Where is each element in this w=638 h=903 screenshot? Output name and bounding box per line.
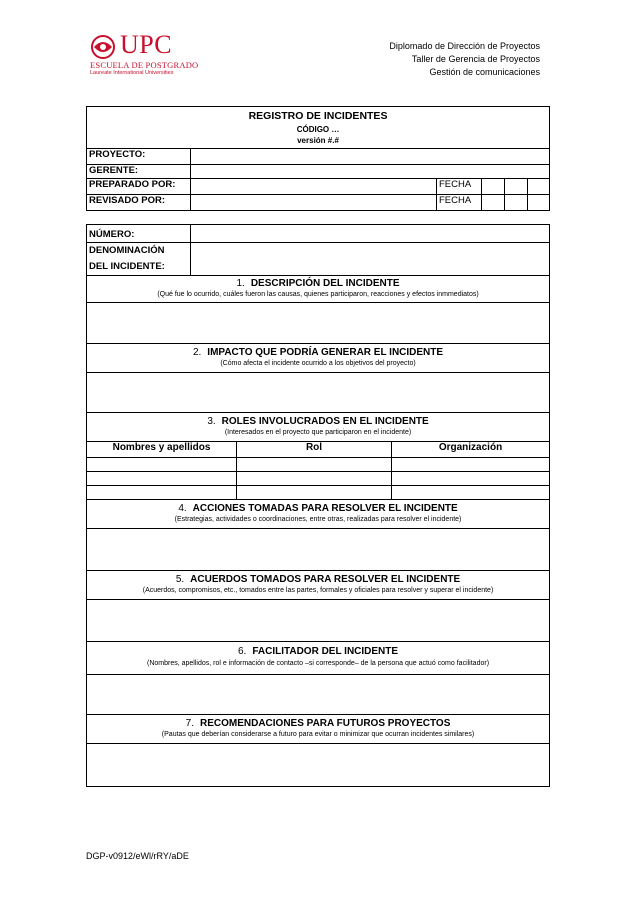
upc-logo: [90, 30, 220, 84]
incident-table: [86, 224, 550, 787]
roles-row: [87, 472, 550, 486]
section-2-header: 2. IMPACTO QUE PODRÍA GENERAR EL INCIDENTE (Cómo afecta el incidente ocurrido a los objetivos del proyecto): [87, 344, 550, 373]
roles-col-names: Nombres y apellidos: [87, 442, 237, 458]
preparado-fecha-year[interactable]: [528, 179, 550, 195]
form-version: versión #.#: [297, 136, 339, 145]
roles-row: [87, 458, 550, 472]
roles-row-3-rol[interactable]: [237, 486, 392, 500]
preparado-field[interactable]: [191, 179, 437, 195]
roles-col-org: Organización: [392, 442, 550, 458]
denominacion-label: DENOMINACIÓN DEL INCIDENTE:: [87, 243, 191, 276]
section-6-field[interactable]: [87, 675, 550, 715]
section-3-header: 3. ROLES INVOLUCRADOS EN EL INCIDENTE (Interesados en el proyecto que participaron en el incidente): [87, 413, 550, 442]
section-5-hint: (Acuerdos, compromisos, etc., tomados entre las partes, formales y oficiales para resolver y superar el incidente): [142, 587, 494, 594]
roles-col-rol: Rol: [237, 442, 392, 458]
form-title: REGISTRO DE INCIDENTES: [248, 110, 388, 122]
revisado-fecha-year[interactable]: [528, 195, 550, 211]
preparado-label: PREPARADO POR:: [87, 179, 191, 195]
section-6-header: 6. FACILITADOR DEL INCIDENTE (Nombres, apellidos, rol e información de contacto –si corresponde– de la persona que actuó como facilitador): [87, 642, 550, 675]
section-5-header: 5. ACUERDOS TOMADOS PARA RESOLVER EL INCIDENTE (Acuerdos, compromisos, etc., tomados entre las partes, formales y oficiales para resolver y superar el incidente): [87, 571, 550, 600]
revisado-label: REVISADO POR:: [87, 195, 191, 211]
revisado-fecha-label: FECHA: [437, 195, 482, 211]
section-4-field[interactable]: [87, 529, 550, 571]
preparado-fecha-label: FECHA: [437, 179, 482, 195]
preparado-fecha-day[interactable]: [482, 179, 505, 195]
upc-emblem-icon: [90, 34, 118, 60]
section-5-field[interactable]: [87, 600, 550, 642]
proyecto-field[interactable]: [191, 149, 550, 165]
roles-row-3-name[interactable]: [87, 486, 237, 500]
document-footer-code: DGP-v0912/eWl/rRY/aDE: [86, 851, 189, 861]
gerente-field[interactable]: [191, 165, 550, 179]
section-1-hint: (Qué fue lo ocurrido, cuáles fueron las causas, quienes participaron, reacciones y efectos inmmediatos): [157, 291, 479, 298]
numero-label: NÚMERO:: [87, 225, 191, 243]
roles-row-1-rol[interactable]: [237, 458, 392, 472]
section-3-hint: (Interesados en el proyecto que participaron en el incidente): [224, 429, 412, 436]
section-7-header: 7. RECOMENDACIONES PARA FUTUROS PROYECTOS (Pautas que deberían considerarse a futuro para evitar o minimizar que ocurran incidentes similares): [87, 715, 550, 744]
section-2-hint: (Cómo afecta el incidente ocurrido a los objetivos del proyecto): [220, 360, 416, 367]
roles-row-2-name[interactable]: [87, 472, 237, 486]
gerente-label: GERENTE:: [87, 165, 191, 179]
logo-brand: UPC: [120, 30, 173, 59]
header-line-3: Gestión de comunicaciones: [429, 67, 540, 77]
header-line-1: Diplomado de Dirección de Proyectos: [389, 41, 540, 51]
section-1-header: 1. DESCRIPCIÓN DEL INCIDENTE (Qué fue lo ocurrido, cuáles fueron las causas, quienes participaron, reacciones y efectos inmmediatos): [87, 276, 550, 303]
roles-row-2-org[interactable]: [392, 472, 550, 486]
section-6-hint: (Nombres, apellidos, rol e información de contacto –si corresponde– de la persona que actuó como facilitador): [147, 660, 490, 667]
revisado-fecha-month[interactable]: [505, 195, 528, 211]
preparado-fecha-month[interactable]: [505, 179, 528, 195]
roles-row-3-org[interactable]: [392, 486, 550, 500]
header-line-2: Taller de Gerencia de Proyectos: [411, 54, 540, 64]
proyecto-label: PROYECTO:: [87, 149, 191, 165]
logo-school: ESCUELA DE POSTGRADO: [90, 60, 199, 70]
roles-row-1-name[interactable]: [87, 458, 237, 472]
section-4-header: 4. ACCIONES TOMADAS PARA RESOLVER EL INCIDENTE (Estrategias, actividades o coordinaciones, entre otras, realizadas para resolver el incidente): [87, 500, 550, 529]
document-header: [389, 40, 540, 79]
roles-row-1-org[interactable]: [392, 458, 550, 472]
form-title-cell: [87, 107, 550, 149]
logo-network: Laureate International Universities: [90, 70, 174, 76]
section-4-hint: (Estrategias, actividades o coordinaciones, entre otras, realizadas para resolver el incidente): [174, 516, 462, 523]
section-2-field[interactable]: [87, 373, 550, 413]
form-code: CÓDIGO …: [296, 125, 340, 134]
revisado-field[interactable]: [191, 195, 437, 211]
section-1-field[interactable]: [87, 303, 550, 344]
section-7-field[interactable]: [87, 744, 550, 787]
header-form-table: [86, 106, 550, 211]
section-7-hint: (Pautas que deberían considerarse a futuro para evitar o minimizar que ocurran incidentes similares): [161, 731, 475, 738]
revisado-fecha-day[interactable]: [482, 195, 505, 211]
numero-field[interactable]: [191, 225, 550, 243]
roles-row: [87, 486, 550, 500]
roles-row-2-rol[interactable]: [237, 472, 392, 486]
denominacion-field[interactable]: [191, 243, 550, 276]
